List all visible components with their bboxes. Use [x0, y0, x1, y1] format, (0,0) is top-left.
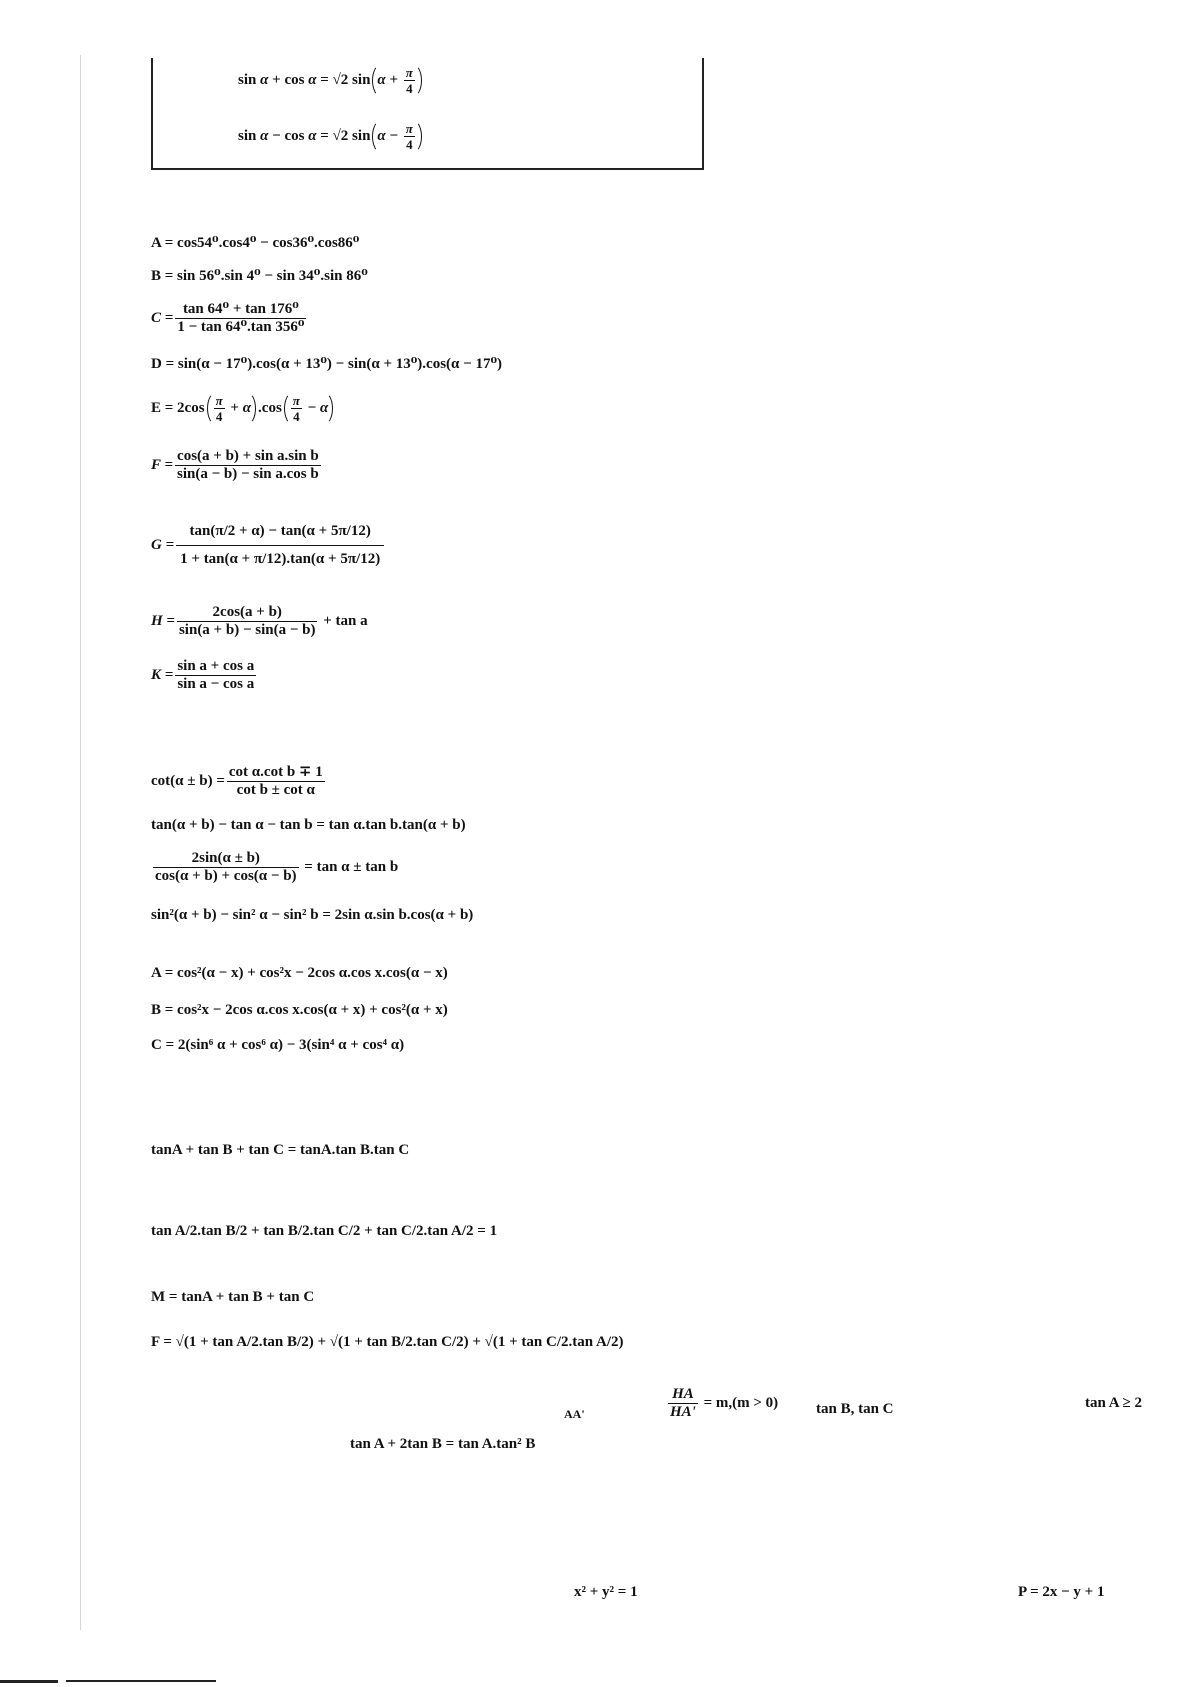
triangle-half-tan-identity: tan A/2.tan B/2 + tan B/2.tan C/2 + tan C/2.tan A/2 = 1: [151, 1223, 498, 1239]
expr-A: A = cos54⁰.cos4⁰ − cos36⁰.cos86⁰: [151, 235, 360, 251]
identity-cot: cot(α ± b) = $\frac{\text{cot α.cot b ∓ 1}}{\text{cot b ± cot α}}$: [151, 764, 323, 798]
fragment-circle: x² + y² = 1: [574, 1584, 638, 1600]
fragment-tan-equation: tan A + 2tan B = tan A.tan² B: [350, 1436, 536, 1452]
simplify-C: C = 2(sin⁶ α + cos⁶ α) − 3(sin⁴ α + cos⁴ α): [151, 1037, 405, 1053]
expr-C: C = $\frac{\text{tan 64⁰ + tan 176⁰}}{\text{1 − tan 64⁰.tan 356⁰}}$: [151, 301, 305, 335]
box-formula-sum: sin α + cos α = √2 sin α + $\frac{\pi}{4}$: [238, 64, 424, 97]
expr-D: D = sin(α − 17⁰).cos(α + 13⁰) − sin(α + 13⁰).cos(α − 17⁰): [151, 356, 503, 372]
triangle-M: M = tanA + tan B + tan C: [151, 1289, 315, 1305]
expr-F: F = $\frac{\text{cos(a + b) + sin a.sin b}}{\text{sin(a − b) − sin a.cos b}}$: [151, 448, 319, 482]
triangle-F: F = √(1 + tan A/2.tan B/2) + √(1 + tan B/2.tan C/2) + √(1 + tan C/2.tan A/2): [151, 1334, 624, 1350]
simplify-A: A = cos²(α − x) + cos²x − 2cos α.cos x.cos(α − x): [151, 965, 448, 981]
box-formula-diff: sin α − cos α = √2 sin α − $\frac{\pi}{4}$: [238, 120, 424, 153]
identity-sin-squared: sin²(α + b) − sin² α − sin² b = 2sin α.sin b.cos(α + b): [151, 907, 474, 923]
bottom-edge-fragment: [66, 1680, 216, 1682]
fragment-ha-ratio: $\frac{HA}{HA'}$ = m,(m > 0): [670, 1386, 779, 1420]
fragment-P: P = 2x − y + 1: [1018, 1584, 1105, 1600]
simplify-B: B = cos²x − 2cos α.cos x.cos(α + x) + cos²(α + x): [151, 1002, 448, 1018]
expr-B: B = sin 56⁰.sin 4⁰ − sin 34⁰.sin 86⁰: [151, 268, 368, 284]
fragment-tanbc: tan B, tan C: [816, 1401, 894, 1417]
triangle-tan-identity: tanA + tan B + tan C = tanA.tan B.tan C: [151, 1142, 410, 1158]
fragment-tanA: tan A ≥ 2: [1085, 1396, 1142, 1411]
expr-H: H = $\frac{2\cos(a + b)}{\sin(a + b) - \sin(a - b)}$ + tan a: [151, 604, 368, 638]
identity-tan: tan(α + b) − tan α − tan b = tan α.tan b.tan(α + b): [151, 817, 466, 833]
identity-ratio: $\frac{2\sin(\alpha \pm b)}{\cos(\alpha + b) + \cos(\alpha - b)}$ = tan α ± tan b: [155, 850, 399, 884]
page-margin-line: [80, 55, 81, 1630]
fragment-aa: AA': [564, 1407, 585, 1421]
bottom-edge-fragment: [0, 1680, 58, 1683]
expr-E: E = 2cos $\frac{\pi}{4}$ + α .cos $\frac{\pi}{4}$ − α: [151, 392, 335, 425]
expr-G: G = $\frac{\tan(\pi/2 + \alpha) - \tan(\alpha + 5\pi/12)}{1 + \tan(\alpha + \pi/12).\tan(\alpha + 5\pi/12)}$: [151, 518, 386, 573]
expr-K: K = $\frac{\text{sin a + cos a}}{\text{sin a − cos a}}$: [151, 658, 255, 692]
formula-box: [151, 58, 704, 170]
